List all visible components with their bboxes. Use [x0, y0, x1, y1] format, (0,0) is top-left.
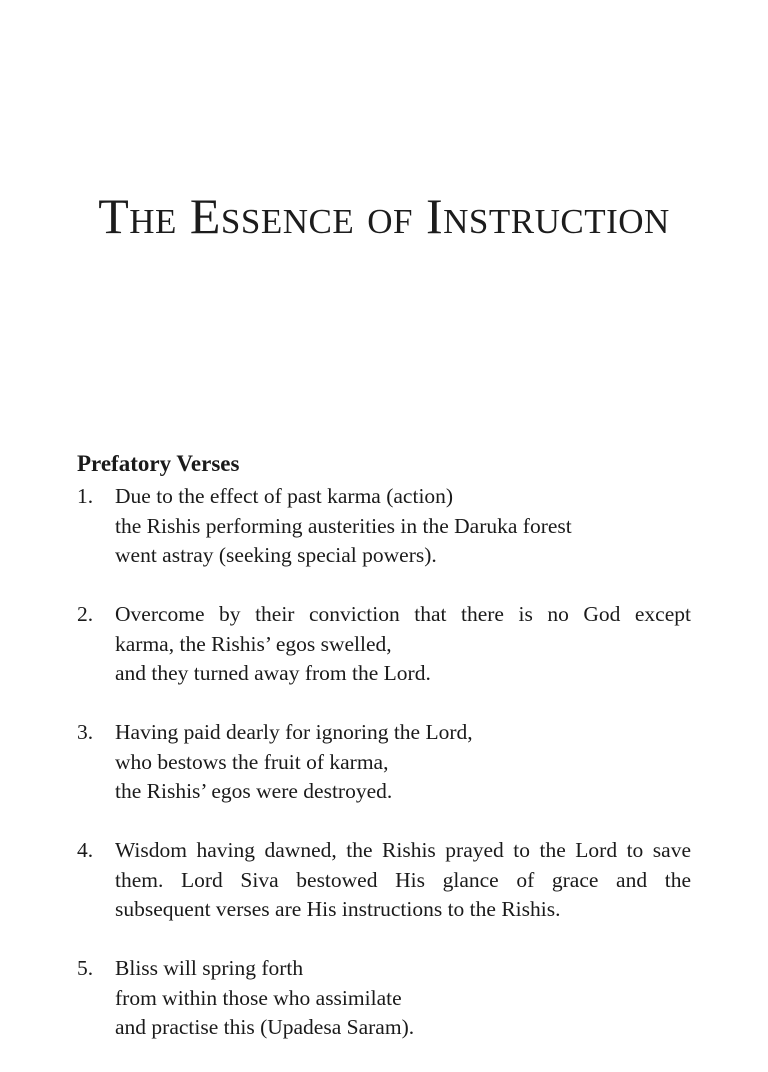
verse-number: 4. — [77, 838, 94, 862]
verse-line: karma, the Rishis’ egos swelled, — [115, 631, 392, 656]
verse-list — [77, 482, 691, 1043]
verse-4 — [77, 836, 691, 925]
verse-number: 3. — [77, 720, 94, 744]
prefatory-verses-section — [77, 447, 691, 1072]
verse-3 — [77, 718, 691, 807]
verse-line: who bestows the fruit of karma, — [115, 749, 389, 774]
verse-line: Overcome by their conviction that there is no God except — [115, 602, 691, 626]
verse-number: 2. — [77, 602, 94, 626]
verse-line: Having paid dearly for ignoring the Lord, — [115, 720, 473, 744]
section-heading: Prefatory Verses — [77, 451, 240, 476]
verse-line: Wisdom having dawned, the Rishis prayed to the Lord to save — [115, 838, 691, 862]
verse-line: the Rishis’ egos were destroyed. — [115, 779, 393, 803]
verse-line: Due to the effect of past karma (action) — [115, 484, 454, 508]
verse-line: the Rishis performing austerities in the Daruka forest — [115, 513, 572, 538]
page-title: The Essence of Instruction — [98, 188, 670, 244]
verse-2 — [77, 600, 691, 689]
verse-number: 5. — [77, 956, 94, 980]
verse-line: and practise this (Upadesa Saram). — [115, 1015, 415, 1039]
verse-5 — [77, 954, 691, 1043]
verse-line: Bliss will spring forth — [115, 956, 304, 980]
verse-line: them. Lord Siva bestowed His glance of grace and the — [115, 867, 691, 892]
verse-line: and they turned away from the Lord. — [115, 661, 431, 685]
verse-line: from within those who assimilate — [115, 985, 402, 1010]
verse-number: 1. — [77, 484, 94, 508]
verse-line: subsequent verses are His instructions to the Rishis. — [115, 897, 561, 921]
verse-1 — [77, 482, 691, 571]
verse-line: went astray (seeking special powers). — [115, 543, 437, 567]
